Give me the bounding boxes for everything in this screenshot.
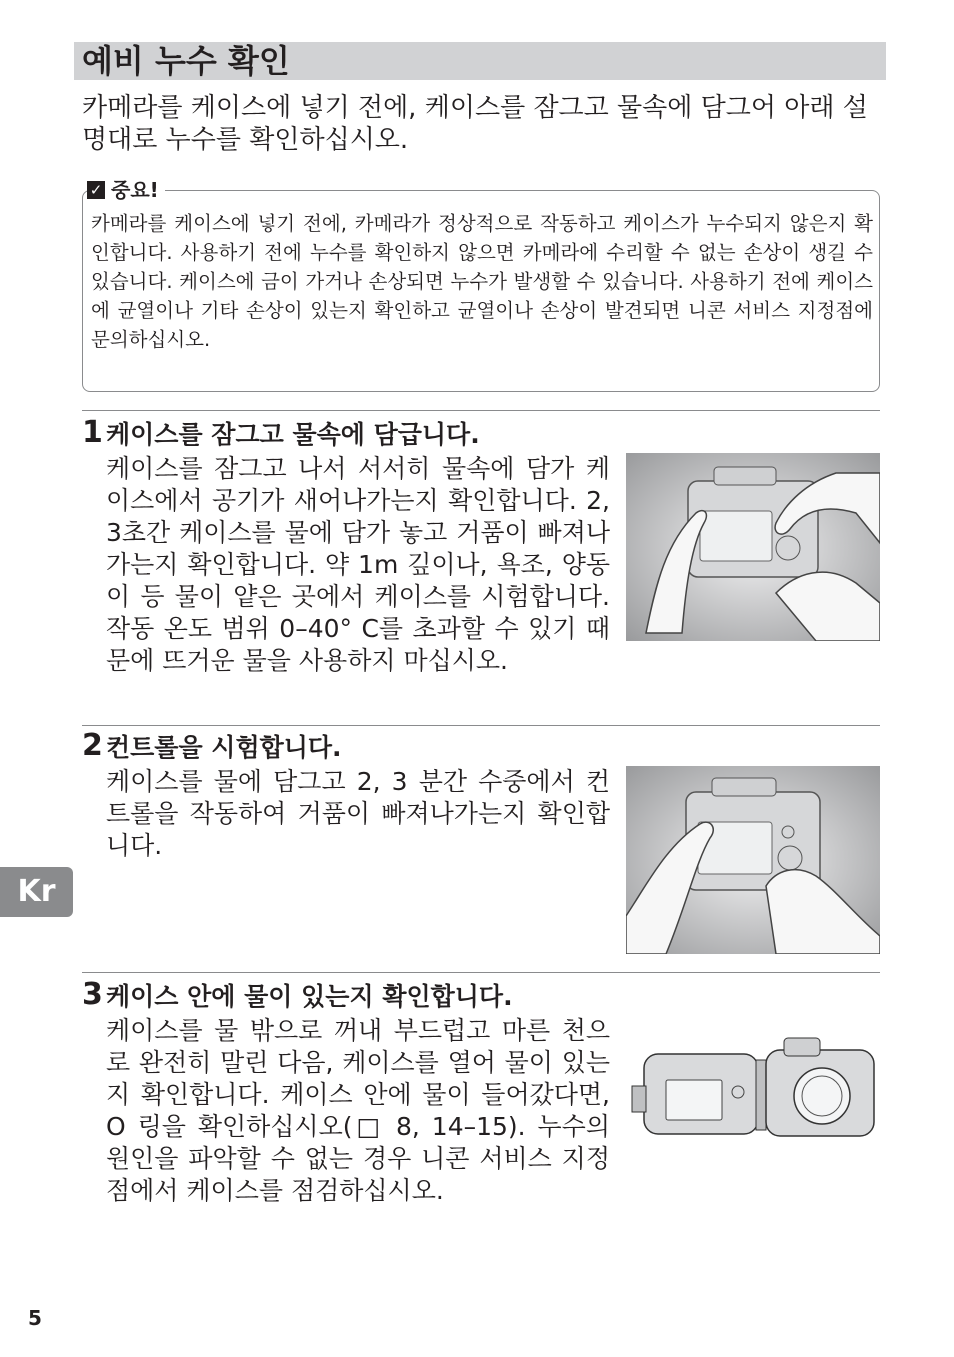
important-notice-box xyxy=(82,178,880,392)
language-tab: Kr xyxy=(0,867,73,917)
divider xyxy=(82,725,880,726)
step-title: 케이스를 잠그고 물속에 담급니다. xyxy=(106,420,480,449)
step-number: 1 xyxy=(82,415,103,450)
divider xyxy=(82,410,880,411)
step-title: 케이스 안에 물이 있는지 확인합니다. xyxy=(106,982,513,1011)
step-number: 2 xyxy=(82,728,103,763)
notice-body: 카메라를 케이스에 넣기 전에, 카메라가 정상적으로 작동하고 케이스가 누수되지 않은지 확인합니다. 사용하기 전에 누수를 확인하지 않으면 카메라에 수리할 수 없는 손상이 생길 수 있습니다. 케이스에 금이 가거나 손상되면 누수가 발생할 수 있습니다. 사용하기 전에 케이스에 균열이나 기타 손상이 있는지 확인하고 균열이나 손상이 발견되면 니콘 서비스 지정점에 문의하십시오. xyxy=(91,212,873,351)
section-title-bar xyxy=(74,42,886,80)
notice-heading xyxy=(87,177,165,203)
step-body: 케이스를 물 밖으로 꺼내 부드럽고 마른 천으로 완전히 말린 다음, 케이스를 열어 물이 있는지 확인합니다. 케이스 안에 물이 들어갔다면, O 링을 확인하십시오(□ 8, 14–15). 누수의 원인을 파악할 수 없는 경우 니콘 서비스 지정점에서 케이스를 점검하십시오. xyxy=(106,1016,610,1205)
intro-paragraph: 카메라를 케이스에 넣기 전에, 케이스를 잠그고 물속에 담그어 아래 설명대로 누수를 확인하십시오. xyxy=(82,93,868,155)
notice-heading-label: 중요! xyxy=(111,178,159,202)
page-title: 예비 누수 확인 xyxy=(82,42,290,80)
step-number: 3 xyxy=(82,977,103,1012)
step-body: 케이스를 물에 담그고 2, 3 분간 수중에서 컨트롤을 작동하여 거품이 빠져나가는지 확인합니다. xyxy=(106,767,610,860)
page-number: 5 xyxy=(28,1306,42,1330)
camera-controls-underwater-illustration xyxy=(626,766,880,954)
divider xyxy=(82,972,880,973)
camera-submerged-illustration xyxy=(626,453,880,641)
check-box-icon: ✓ xyxy=(87,181,105,199)
open-housing-illustration xyxy=(626,1030,880,1140)
step-title: 컨트롤을 시험합니다. xyxy=(106,733,342,762)
step-body: 케이스를 잠그고 나서 서서히 물속에 담가 케이스에서 공기가 새어나가는지 확인합니다. 2, 3초간 케이스를 물에 담가 놓고 거품이 빠져나가는지 확인합니다. 약 1m 깊이나, 욕조, 양동이 등 물이 얕은 곳에서 케이스를 시험합니다. 작동 온도 범위 0–40° C를 초과할 수 있기 때문에 뜨거운 물을 사용하지 마십시오. xyxy=(106,454,610,675)
